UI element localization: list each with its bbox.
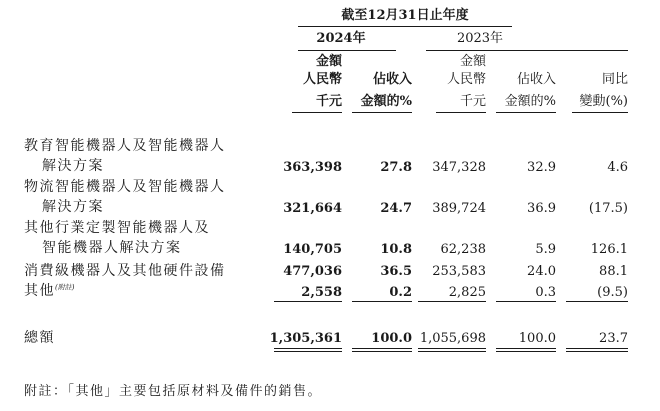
table-cell-share-2024: 0.2 (389, 285, 412, 300)
subtotal-rule-amount-2024 (274, 301, 342, 302)
total-rule-amount-2023-bottom (418, 351, 486, 352)
table-cell-amount-2023: 347,328 (432, 160, 486, 175)
total-rule-share-2023-top (496, 348, 556, 349)
footnote: 附註：「其他」主要包括原材料及備件的銷售。 (24, 384, 323, 399)
col-change-rule (572, 112, 628, 113)
total-change: 23.7 (599, 331, 628, 346)
total-amount-2023: 1,055,698 (419, 331, 486, 346)
total-share-2024: 100.0 (371, 331, 412, 346)
period-heading: 截至12月31日止年度 (341, 8, 469, 23)
total-rule-amount-2024-top (274, 348, 342, 349)
total-rule-share-2024-top (352, 348, 412, 349)
total-share-2023: 100.0 (518, 331, 556, 346)
table-cell-amount-2024: 477,036 (283, 264, 342, 279)
row-label-line1: 教育智能機器人及智能機器人 (24, 138, 226, 154)
table-cell-change: 126.1 (590, 242, 628, 257)
table-cell-change: 4.6 (607, 160, 628, 175)
total-rule-change-top (566, 348, 628, 349)
col-share-2023-l1: 佔收入 (516, 72, 556, 87)
col-amount-2023-l1: 金額 (459, 54, 486, 69)
table-cell-change: (17.5) (588, 201, 628, 216)
note-mark: (附註) (55, 283, 75, 292)
year-2024-rule (298, 50, 396, 51)
col-amount-2024-rule (292, 112, 342, 113)
subtotal-rule-change (566, 301, 628, 302)
total-rule-amount-2024-bottom (274, 351, 342, 352)
table-cell-change: 88.1 (599, 264, 628, 279)
table-cell-share-2023: 0.3 (535, 285, 556, 300)
col-change-l1: 同比 (601, 72, 628, 87)
period-rule (298, 26, 512, 27)
row-label-line1: 其他行業定製智能機器人及 (24, 220, 210, 236)
total-rule-change-bottom (566, 351, 628, 352)
col-change-l2: 變動(%) (579, 94, 628, 109)
table-cell-amount-2024: 363,398 (283, 160, 342, 175)
table-cell-share-2024: 36.5 (380, 264, 412, 279)
row-label-line1 (24, 284, 74, 298)
subtotal-rule-amount-2023 (418, 301, 486, 302)
table-cell-share-2023: 5.9 (535, 242, 556, 257)
table-cell-amount-2023: 62,238 (440, 242, 486, 257)
table-cell-amount-2023: 253,583 (432, 264, 486, 279)
table-cell-share-2024: 24.7 (380, 201, 412, 216)
table-cell-amount-2024: 140,705 (283, 242, 342, 257)
col-share-2024-rule (352, 112, 412, 113)
subtotal-rule-share-2023 (496, 301, 556, 302)
table-cell-amount-2024: 2,558 (301, 285, 342, 300)
table-cell-share-2023: 36.9 (527, 201, 556, 216)
col-share-2024-l2: 金額的% (360, 94, 412, 109)
row-label-text: 其他 (24, 283, 55, 299)
col-share-2024-l1: 佔收入 (372, 72, 412, 87)
row-label-line1: 物流智能機器人及智能機器人 (24, 179, 226, 195)
row-label-line1: 消費級機器人及其他硬件設備 (24, 263, 226, 279)
total-rule-share-2024-bottom (352, 351, 412, 352)
table-cell-share-2024: 10.8 (380, 242, 412, 257)
total-rule-share-2023-bottom (496, 351, 556, 352)
total-rule-amount-2023-top (418, 348, 486, 349)
table-cell-share-2023: 32.9 (527, 160, 556, 175)
table-cell-share-2024: 27.8 (380, 160, 412, 175)
table-cell-amount-2024: 321,664 (283, 201, 342, 216)
col-amount-2024-l2: 人民幣 (302, 72, 342, 87)
col-amount-2024-l3: 千元 (315, 94, 342, 109)
table-cell-change: (9.5) (597, 285, 628, 300)
table-cell-amount-2023: 389,724 (432, 201, 486, 216)
total-amount-2024: 1,305,361 (269, 331, 342, 346)
row-label-line2: 智能機器人解決方案 (42, 240, 182, 256)
year-2024-heading: 2024年 (316, 31, 366, 46)
year-2023-heading: 2023年 (456, 31, 504, 46)
col-share-2023-rule (496, 112, 556, 113)
col-amount-2024-l1: 金額 (315, 54, 342, 69)
table-cell-amount-2023: 2,825 (448, 285, 486, 300)
col-share-2023-l2: 金額的% (504, 94, 556, 109)
col-amount-2023-l2: 人民幣 (446, 72, 486, 87)
row-label-line2: 解決方案 (42, 199, 104, 215)
col-amount-2023-rule (436, 112, 486, 113)
subtotal-rule-share-2024 (352, 301, 412, 302)
total-label: 總額 (24, 330, 55, 346)
row-label-line2: 解決方案 (42, 158, 104, 174)
col-amount-2023-l3: 千元 (459, 94, 486, 109)
table-cell-share-2023: 24.0 (527, 264, 556, 279)
year-2023-rule (426, 50, 628, 51)
